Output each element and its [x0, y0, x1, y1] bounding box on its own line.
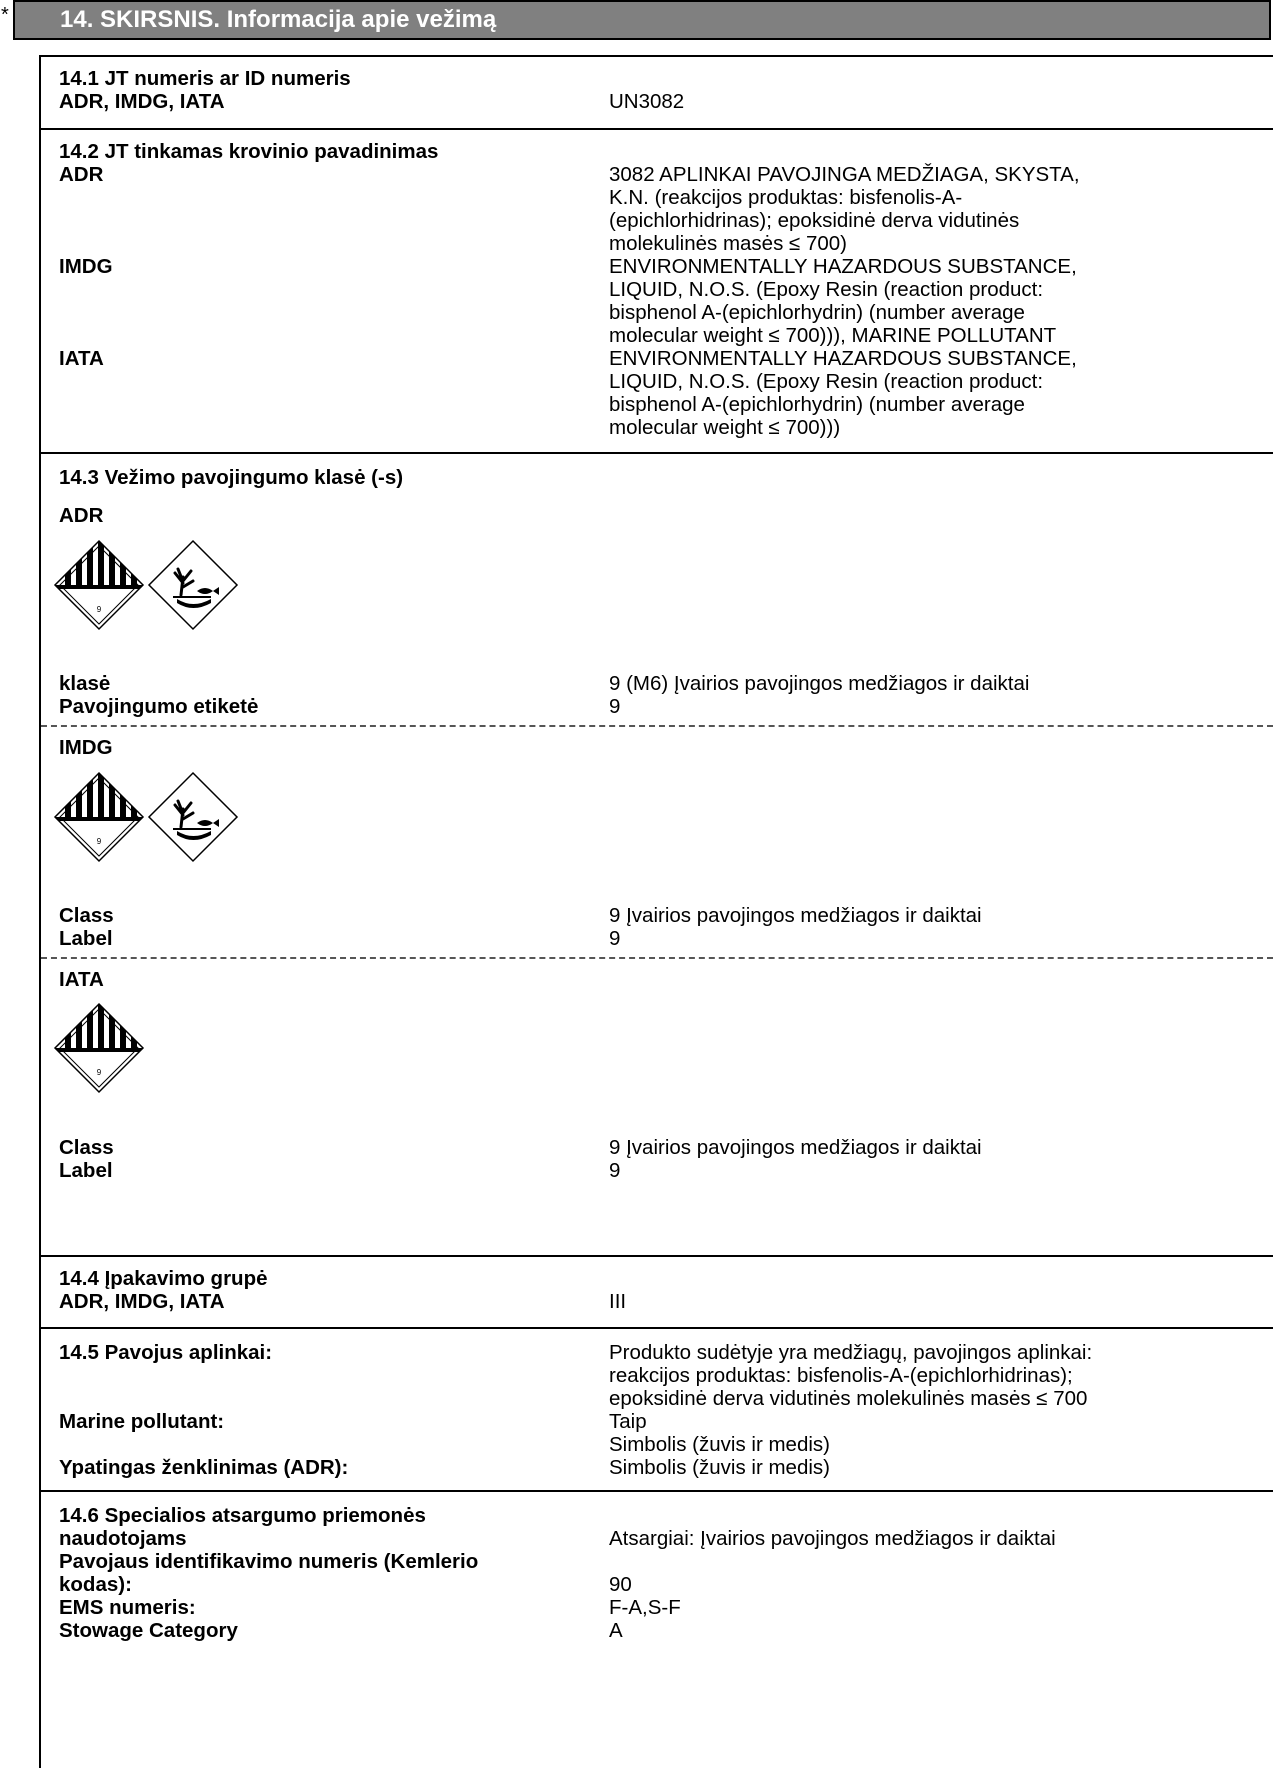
row-14-6: [41, 1492, 1273, 1752]
transport-info-table: [39, 55, 1273, 1768]
iata-name-line: ENVIRONMENTALLY HAZARDOUS SUBSTANCE,: [609, 347, 1077, 370]
imdg-label: IMDG: [59, 255, 113, 278]
marine-pollutant-symbol: Simbolis (žuvis ir medis): [609, 1433, 830, 1456]
kemler-label: Pavojaus identifikavimo numeris (Kemlerio: [59, 1550, 479, 1573]
heading-14-3: 14.3 Vežimo pavojingumo klasė (-s): [59, 466, 404, 489]
adr-name-line: (epichlorhidrinas); epoksidinė derva vidutinės: [609, 209, 1020, 232]
imdg-class-value: 9 Įvairios pavojingos medžiagos ir daiktai: [609, 904, 982, 927]
row-14-1: [41, 57, 1273, 130]
adr-label: ADR: [59, 163, 104, 186]
marine-pollutant-value: Taip: [609, 1410, 647, 1433]
adr-pictograms: [53, 539, 239, 631]
precautions-value: Atsargiai: Įvairios pavojingos medžiagos ir daiktai: [609, 1527, 1056, 1550]
imdg-name-line: molecular weight ≤ 700))), MARINE POLLUTANT: [609, 324, 1057, 347]
marine-pollutant-label: Marine pollutant:: [59, 1410, 225, 1433]
svg-text:9: 9: [96, 605, 102, 614]
imdg-label-label: Label: [59, 927, 113, 950]
svg-text:9: 9: [96, 837, 102, 846]
iata-pictograms: [53, 1002, 145, 1094]
iata-name-line: molecular weight ≤ 700))): [609, 416, 841, 439]
imdg-name-line: ENVIRONMENTALLY HAZARDOUS SUBSTANCE,: [609, 255, 1077, 278]
adr-hazard-label-value: 9: [609, 695, 621, 718]
stowage-value: A: [609, 1619, 623, 1642]
svg-text:9: 9: [96, 1068, 102, 1077]
heading-14-6-cont: naudotojams: [59, 1527, 187, 1550]
adr-name-line: K.N. (reakcijos produktas: bisfenolis-A-: [609, 186, 963, 209]
heading-14-2: 14.2 JT tinkamas krovinio pavadinimas: [59, 140, 439, 163]
un-number-value: UN3082: [609, 90, 685, 113]
environment-hazard-icon: [147, 771, 239, 863]
iata-subtitle: IATA: [59, 968, 104, 991]
adr-subtitle: ADR: [59, 504, 104, 527]
imdg-subtitle: IMDG: [59, 736, 113, 759]
packing-group-label: ADR, IMDG, IATA: [59, 1290, 225, 1313]
class-9-hazard-icon: [53, 771, 145, 863]
adr-class-value: 9 (M6) Įvairios pavojingos medžiagos ir daiktai: [609, 672, 1030, 695]
imdg-label-value: 9: [609, 927, 621, 950]
special-marking-value: Simbolis (žuvis ir medis): [609, 1456, 830, 1479]
imdg-name-line: bisphenol A-(epichlorhydrin) (number average: [609, 301, 1025, 324]
row-14-4: [41, 1257, 1273, 1329]
un-number-label: ADR, IMDG, IATA: [59, 90, 225, 113]
divider: [41, 725, 1273, 727]
environment-hazard-line: epoksidinė derva vidutinės molekulinės masės ≤ 700: [609, 1387, 1088, 1410]
adr-class-label: klasė: [59, 672, 111, 695]
imdg-name-line: LIQUID, N.O.S. (Epoxy Resin (reaction product:: [609, 278, 1044, 301]
adr-hazard-label-label: Pavojingumo etiketė: [59, 695, 259, 718]
revision-asterisk: *: [1, 4, 9, 26]
class-9-hazard-icon: [53, 1002, 145, 1094]
heading-14-6: 14.6 Specialios atsargumo priemonės: [59, 1504, 426, 1527]
section-header: [13, 0, 1271, 40]
special-marking-label: Ypatingas ženklinimas (ADR):: [59, 1456, 349, 1479]
environment-hazard-line: reakcijos produktas: bisfenolis-A-(epichlorhidrinas);: [609, 1364, 1073, 1387]
environment-hazard-icon: [147, 539, 239, 631]
ems-value: F-A,S-F: [609, 1596, 681, 1619]
iata-label: IATA: [59, 347, 104, 370]
iata-class-label: Class: [59, 1136, 114, 1159]
heading-14-1: 14.1 JT numeris ar ID numeris: [59, 67, 351, 90]
packing-group-value: III: [609, 1290, 627, 1313]
section-title: 14. SKIRSNIS. Informacija apie vežimą: [60, 6, 497, 33]
imdg-class-label: Class: [59, 904, 114, 927]
adr-name-line: 3082 APLINKAI PAVOJINGA MEDŽIAGA, SKYSTA,: [609, 163, 1080, 186]
environment-hazard-line: Produkto sudėtyje yra medžiagų, pavojingos aplinkai:: [609, 1341, 1093, 1364]
heading-14-5: 14.5 Pavojus aplinkai:: [59, 1341, 273, 1364]
iata-class-value: 9 Įvairios pavojingos medžiagos ir daiktai: [609, 1136, 982, 1159]
iata-label-value: 9: [609, 1159, 621, 1182]
iata-name-line: bisphenol A-(epichlorhydrin) (number average: [609, 393, 1025, 416]
stowage-label: Stowage Category: [59, 1619, 238, 1642]
iata-label-label: Label: [59, 1159, 113, 1182]
kemler-label-cont: kodas):: [59, 1573, 132, 1596]
imdg-pictograms: [53, 771, 239, 863]
iata-name-line: LIQUID, N.O.S. (Epoxy Resin (reaction product:: [609, 370, 1044, 393]
adr-name-line: molekulinės masės ≤ 700): [609, 232, 847, 255]
divider: [41, 957, 1273, 959]
row-14-3: [41, 454, 1273, 1257]
kemler-value: 90: [609, 1573, 632, 1596]
heading-14-4: 14.4 Įpakavimo grupė: [59, 1267, 268, 1290]
row-14-2: [41, 130, 1273, 454]
row-14-5: [41, 1329, 1273, 1492]
ems-label: EMS numeris:: [59, 1596, 196, 1619]
class-9-hazard-icon: [53, 539, 145, 631]
